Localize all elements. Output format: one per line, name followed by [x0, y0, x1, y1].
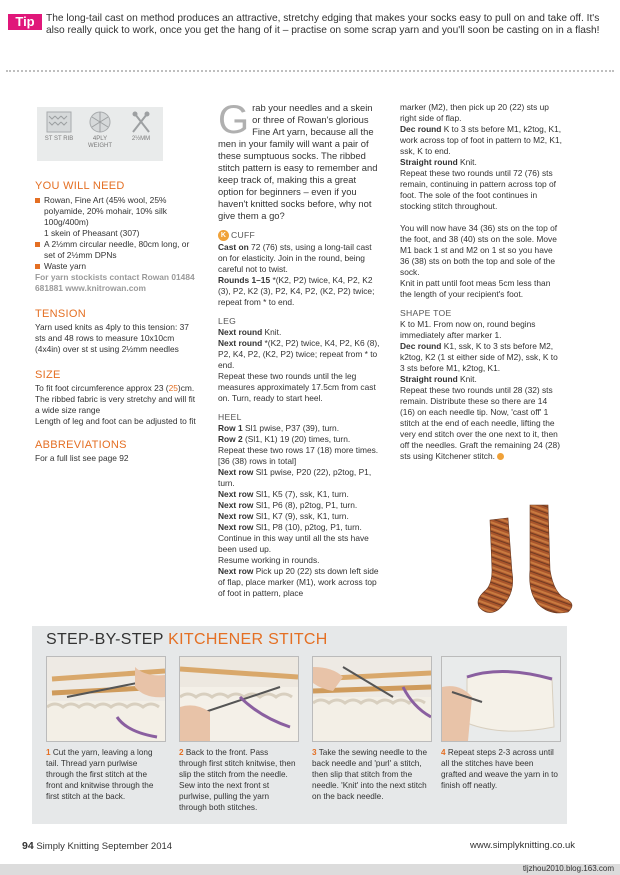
foot-r2 [400, 157, 564, 168]
cuff-heading [218, 230, 382, 241]
instr-text: K1, ssk, K to 3 sts before M2, k2tog, K2 (1 st either side of M2), ssk, K to 3 sts before M1, k2tog, K1. [400, 341, 558, 373]
intro-paragraph [218, 98, 382, 222]
step-title-b: KITCHENER STITCH [168, 631, 328, 648]
page-number: 94 [22, 840, 34, 852]
knit-badge-icon: K [218, 230, 229, 241]
instr-text: *(K2, P2) twice, K4, P2, K6 (8), P2, K4, P2, (K2, P2) twice; repeat from * to end. [218, 338, 380, 371]
step-description: Cut the yarn, leaving a long tail. Thread yarn purlwise through the first stitch at the front and knitwise through the first stitch at the back. [46, 748, 154, 801]
step-number: 3 [312, 748, 317, 757]
instr-text: Sl1, K5 (7), ssk, K1, turn. [253, 489, 349, 500]
leg-r2 [218, 338, 382, 371]
instr-bold: Next round [218, 338, 263, 349]
step-number: 1 [46, 748, 51, 757]
instr-text: (Sl1, K1) 19 (20) times, turn. [242, 434, 351, 445]
cuff-p1 [218, 242, 382, 275]
instr-bold: Row 1 [218, 423, 243, 434]
cuff-p2 [218, 275, 382, 308]
step-photo [46, 656, 166, 742]
instr-text: Continue in this way until all the sts have been used up. [218, 533, 369, 555]
instr-text: Sl1 pwise, P37 (39), turn. [242, 423, 340, 434]
step-description: Take the sewing needle to the back needle and 'purl' a stitch, then slip that stitch from the needle. 'Knit' into the next stitch on the back needle. [312, 748, 428, 801]
size-text-a: To fit foot circumference approx 23 ( [35, 383, 169, 393]
instr-bold: Next row [218, 489, 254, 500]
materials-item: Rowan, Fine Art (45% wool, 25% polyamide, 20% mohair, 10% silk 100g/400m) 1 skein of Pheasant (307) [35, 195, 200, 239]
instr-text: K to 3 sts before M1, k2tog, K1, work across top of foot in pattern to M2, K1, ssk, K to end. [400, 124, 562, 156]
foot-r1 [400, 124, 564, 157]
heel-row [218, 522, 382, 533]
tension-heading: TENSION [35, 308, 86, 320]
size-text-c: )cm. The ribbed fabric is very stretchy and will fit a wide size range [35, 383, 196, 415]
cuff-heading-text: CUFF [231, 230, 256, 240]
instr-bold: Straight round [400, 374, 458, 384]
size-alt: 25 [168, 383, 178, 393]
abbreviations-text: For a full list see page 92 [35, 453, 129, 463]
step-number: 2 [179, 748, 184, 757]
toe-r2 [400, 374, 564, 385]
step-1 [46, 656, 164, 802]
middle-column [218, 98, 382, 599]
tension-text: Yarn used knits as 4ply to this tension: 37 sts and 48 rows to measure 10x10cm (4x4in) over st st using 2½mm needles [35, 322, 189, 354]
instr-bold: Next round [218, 327, 263, 338]
step-text [46, 747, 164, 802]
step-text [441, 747, 559, 791]
icon-label: 4PLY WEIGHT [88, 136, 112, 149]
leg-heading: LEG [218, 316, 237, 327]
instr-bold: Dec round [400, 341, 442, 351]
heel-row [218, 434, 382, 445]
instr-text: Resume working in rounds. [218, 555, 320, 566]
heel-row [218, 500, 382, 511]
stockinette-swatch-icon [41, 111, 77, 143]
instr-text: Knit. [457, 374, 477, 384]
instr-bold: Next row [218, 522, 254, 533]
tip-text: The long-tail cast on method produces an attractive, stretchy edging that makes your socks easy to pull on and take off. It's also really quick to work, once you get the hang of it – practise on some scrap yarn and you'll soon be casting on in a flash! [46, 13, 600, 36]
toe-p2 [400, 385, 564, 462]
instr-text: Repeat these two rows 17 (18) more times. [36 (38) rows in total] [218, 445, 379, 467]
step-text [179, 747, 297, 813]
heel-row [218, 511, 382, 522]
instr-bold: Row 2 [218, 434, 243, 445]
right-column [400, 102, 564, 462]
dotted-divider [6, 70, 614, 72]
step-photo [179, 656, 299, 742]
instr-bold: Next row [218, 511, 254, 522]
step-text [312, 747, 430, 802]
foot-p2: Repeat these two rounds until 72 (76) sts remain, continuing in pattern across top of foot. The sole of the foot continues in stocking stitch throughout. [400, 168, 556, 211]
drop-cap: G [218, 98, 250, 142]
intro-text: rab your needles and a skein or three of Rowan's glorious Fine Art yarn, because all the men in your family will want a pair of these sumptuous socks. The ribbed stitch pattern is easy to remember and keep track of, making this a great option for beginners – even if you haven't knitted socks before, why not give them a go? [218, 102, 378, 221]
instr-text: 72 (76) sts, using a long-tail cast on for elasticity. Join in the round, being careful not to twist. [218, 242, 372, 275]
instr-text: Sl1, P8 (10), p2tog, P1, turn. [253, 522, 362, 533]
magazine-name: Simply Knitting September 2014 [36, 841, 173, 852]
toe-r1 [400, 341, 564, 374]
step-4 [441, 656, 559, 791]
step-photo [312, 656, 432, 742]
toe-p1: K to M1. From now on, round begins immediately after marker 1. [400, 319, 536, 340]
materials-item: Waste yarn [35, 261, 200, 272]
instr-text: Pick up 20 (22) sts down left side of flap, place marker (M1), work across top of foot in pattern, place [218, 566, 379, 599]
end-mark-icon [497, 453, 504, 460]
heel-heading: HEEL [218, 412, 242, 423]
footer-url[interactable]: www.simplyknitting.co.uk [470, 840, 576, 851]
instr-bold: Rounds 1–15 [218, 275, 271, 286]
socks-photo [468, 500, 578, 618]
footer-left [22, 840, 172, 852]
foot-p1: marker (M2), then pick up 20 (22) sts up right side of flap. [400, 102, 549, 123]
instr-text: Knit. [262, 327, 282, 338]
heel-row [218, 467, 382, 489]
heel-row [218, 423, 382, 434]
needles-icon [123, 111, 159, 143]
step-title-a: STEP-BY-STEP [46, 631, 169, 648]
size-note: Length of leg and foot can be adjusted to fit [35, 416, 196, 426]
step-number: 4 [441, 748, 446, 757]
heel-row [218, 489, 382, 500]
step-description: Back to the front. Pass through first stitch knitwise, then slip the stitch from the needle. Sew into the next front st purlwise, pulling the yarn through both stitches. [179, 748, 296, 812]
heel-row [218, 566, 382, 599]
foot-p3: You will now have 34 (36) sts on the top of the foot, and 38 (40) sts on the sole. Move M1 back 1 st and M2 on 1 st so you have 36 (38) sts on both the top and sole of the sock. [400, 223, 558, 277]
instr-text: Sl1, P6 (8), p2tog, P1, turn. [253, 500, 358, 511]
instr-bold: Next row [218, 566, 254, 577]
heel-row [218, 445, 382, 467]
step-by-step-panel [32, 626, 567, 824]
icon-label: 2½MM [131, 136, 151, 142]
size-text [35, 383, 200, 416]
step-3 [312, 656, 430, 802]
stockists-info: For yarn stockists contact Rowan 01484 681881 www.knitrowan.com [35, 272, 195, 293]
info-icon-box [37, 107, 163, 161]
yarn-ball-icon [82, 111, 118, 150]
step-title [46, 631, 328, 649]
instr-bold: Next row [218, 500, 254, 511]
instr-bold: Straight round [400, 157, 458, 167]
step-2 [179, 656, 297, 813]
heel-row [218, 533, 382, 555]
instr-bold: Next row [218, 467, 254, 478]
instr-bold: Dec round [400, 124, 442, 134]
toe-p2-text: Repeat these two rounds until 28 (32) sts remain. Distribute these so there are 14 (16) on each needle tip. Now, 'cast off' 1 stitch at the end of each needle, lifting the very end stitch over the one next to it, then off the needles. Graft the remaining 24 (28) sts using Kitchener stitch. [400, 385, 560, 461]
foot-p4: Knit in patt until foot meas 5cm less than the length of your recipient's foot. [400, 278, 551, 299]
blog-watermark: tljzhou2010.blog.163.com [522, 864, 614, 873]
icon-label: ST ST RIB [44, 136, 74, 142]
leg-r3: Repeat these two rounds until the leg measures approximately 17.5cm from cast on. Turn, ready to start heel. [218, 371, 376, 404]
materials-item: A 2½mm circular needle, 80cm long, or set of 2½mm DPNs [35, 239, 200, 261]
instr-bold: Cast on [218, 242, 249, 253]
heel-row [218, 555, 382, 566]
left-column [35, 180, 200, 464]
you-will-need-heading: YOU WILL NEED [35, 180, 125, 192]
size-heading: SIZE [35, 369, 61, 381]
step-description: Repeat steps 2-3 across until all the stitches have been grafted and weave the yarn in to finish off neatly. [441, 748, 558, 790]
instr-text: Knit. [457, 157, 477, 167]
tip-badge: Tip [8, 14, 42, 30]
abbreviations-heading: ABBREVIATIONS [35, 439, 127, 451]
step-photo [441, 656, 561, 742]
instr-text: *(K2, P2) twice, K4, P2, K2 (3), P2, K2 (3), P2, K4, P2, (K2, P2) twice; repeat from * to end. [218, 275, 375, 308]
heel-rows [218, 423, 382, 599]
shape-toe-heading: SHAPE TOE [400, 308, 452, 318]
instr-text: Sl1, K7 (9), ssk, K1, turn. [253, 511, 349, 522]
leg-r1 [218, 327, 382, 338]
instr-text: Sl1 pwise, P20 (22), p2tog, P1, turn. [218, 467, 372, 489]
